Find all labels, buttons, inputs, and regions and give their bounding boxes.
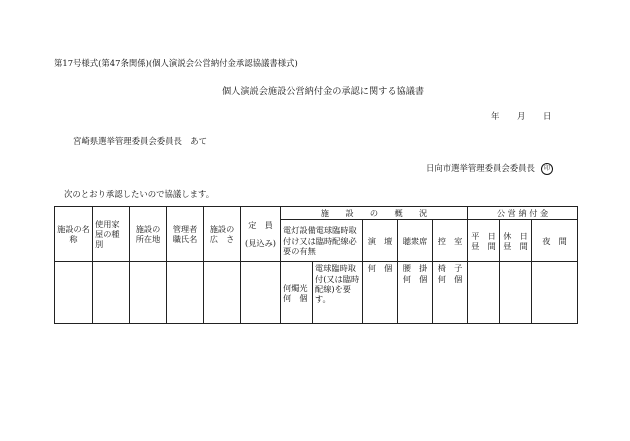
document-title: 個人演説会施設公営納付金の承認に関する協議書	[222, 86, 425, 97]
header-holiday	[500, 220, 532, 262]
header-location: 施設の所在地	[130, 207, 167, 262]
cell-stage-count: 何 個	[363, 262, 398, 324]
cell-waiting-room	[433, 262, 468, 324]
header-fee-group: 公 営 納 付 金	[468, 207, 578, 220]
sender-name: 日向市選挙管理委員会委員長	[426, 163, 535, 173]
header-overview-group: 施 設 の 概 況	[281, 207, 468, 220]
overview-table	[54, 206, 578, 324]
header-audience-seats: 聴衆席	[398, 220, 433, 262]
header-facility-name: 施設の名 称	[55, 207, 93, 262]
cell-waiting-line2: 何 個	[437, 273, 463, 284]
cell-night-fee	[532, 262, 578, 324]
header-capacity	[241, 207, 281, 262]
header-weekday-line2: 昼 間	[471, 240, 496, 251]
seal-mark: 印	[541, 163, 553, 175]
header-house-type: 使用家屋の種別	[93, 207, 130, 262]
date-year: 年	[491, 111, 500, 121]
date-month: 月	[517, 111, 526, 121]
header-capacity-label: 定 員	[248, 219, 273, 230]
cell-electric-detail: 電球臨時取付(又は臨時配線)を要す。	[313, 262, 363, 324]
header-holiday-line1: 休 日	[503, 230, 528, 241]
header-stage: 演 壇	[363, 220, 398, 262]
cell-manager	[167, 262, 204, 324]
header-electric: 電灯設備電球臨時取付け又は臨時配線必要の有無	[281, 220, 363, 262]
cell-weekday-fee	[468, 262, 500, 324]
cell-audience-seats	[398, 262, 433, 324]
form-number: 第17号様式(第47条関係)(個人演説会公営納付金承認協議書様式)	[54, 58, 298, 68]
intro-text: 次のとおり承認したいので協議します。	[64, 189, 215, 199]
cell-audience-line1: 腰 掛	[402, 263, 428, 274]
addressee: 宮崎県選挙管理委員会委員長 あて	[73, 136, 207, 146]
cell-capacity	[241, 262, 281, 324]
cell-waiting-line1: 椅 子	[437, 263, 463, 274]
header-night: 夜 間	[532, 220, 578, 262]
header-waiting-room: 控 室	[433, 220, 468, 262]
header-manager: 管理者職氏名	[167, 207, 204, 262]
cell-lights-count: 何燭光何 個	[281, 262, 313, 324]
header-capacity-note: (見込み)	[245, 238, 276, 249]
header-holiday-line2: 昼 間	[503, 240, 528, 251]
cell-house-type	[93, 262, 130, 324]
date-day: 日	[543, 111, 552, 121]
header-weekday	[468, 220, 500, 262]
cell-audience-line2: 何 個	[402, 273, 428, 284]
cell-facility-name	[55, 262, 93, 324]
header-area: 施設の広 さ	[204, 207, 241, 262]
cell-holiday-fee	[500, 262, 532, 324]
header-weekday-line1: 平 日	[471, 230, 496, 241]
cell-area	[204, 262, 241, 324]
cell-location	[130, 262, 167, 324]
